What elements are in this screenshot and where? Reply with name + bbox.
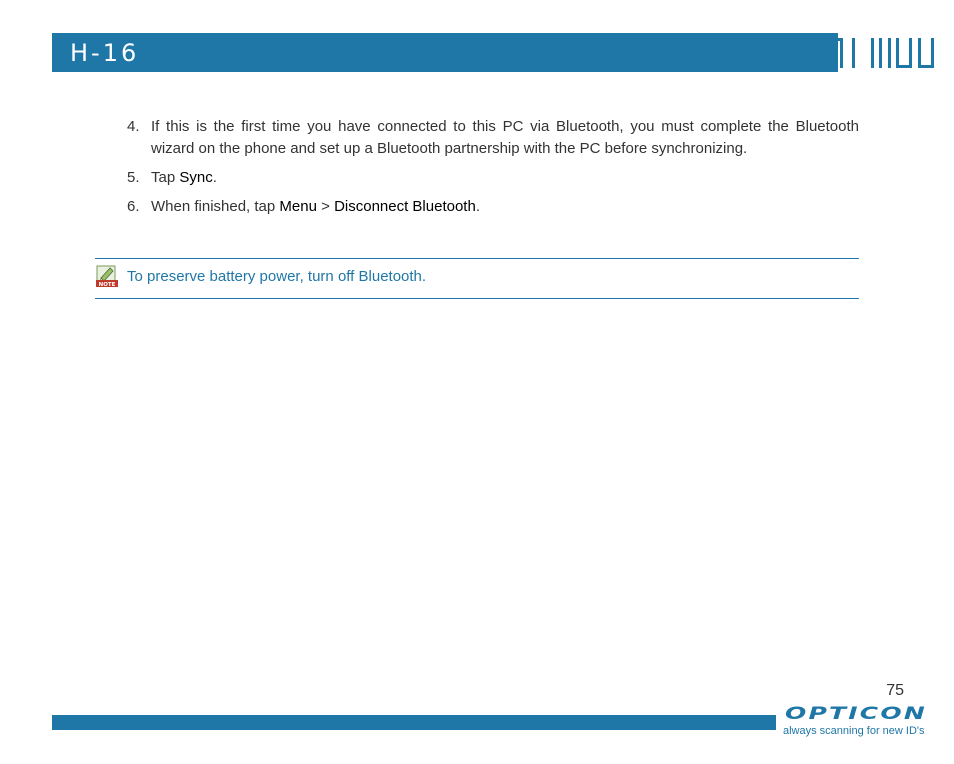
brand-tagline: always scanning for new ID's	[783, 725, 925, 737]
step-text	[151, 167, 859, 189]
note-icon-label: NOTE	[98, 282, 116, 287]
step-prefix: Tap	[151, 169, 180, 186]
step-text	[151, 196, 859, 218]
footer-bar	[52, 715, 776, 730]
page-number: 75	[886, 682, 904, 699]
step-suffix: .	[475, 198, 480, 215]
step-6	[127, 196, 859, 218]
instructions	[127, 116, 859, 225]
step-5	[127, 167, 859, 189]
note-box	[95, 258, 859, 299]
step-number: 5.	[127, 169, 140, 186]
step-number: 4.	[127, 118, 140, 135]
brand-name: OPTICON	[785, 704, 927, 724]
step-suffix: .	[212, 169, 217, 186]
step-text: If this is the first time you have connected to this PC via Bluetooth, you must complete the Bluetooth wizard on the phone and set up a Bluetooth partnership with the PC before synchronizing.	[151, 118, 859, 157]
page-title: H-16	[70, 39, 140, 67]
header-bar	[52, 33, 838, 72]
opticon-logo	[783, 702, 929, 724]
note-pencil-icon	[96, 265, 118, 287]
step-number: 6.	[127, 198, 140, 215]
disconnect-bluetooth-term: Disconnect Bluetooth	[334, 198, 476, 215]
step-prefix: When finished, tap	[151, 198, 280, 215]
menu-term: Menu	[279, 198, 317, 215]
note-text: To preserve battery power, turn off Bluetooth.	[127, 268, 427, 285]
menu-separator: >	[316, 198, 335, 215]
barcode-decoration	[728, 36, 934, 68]
step-4	[127, 116, 859, 160]
sync-term: Sync	[179, 169, 213, 186]
